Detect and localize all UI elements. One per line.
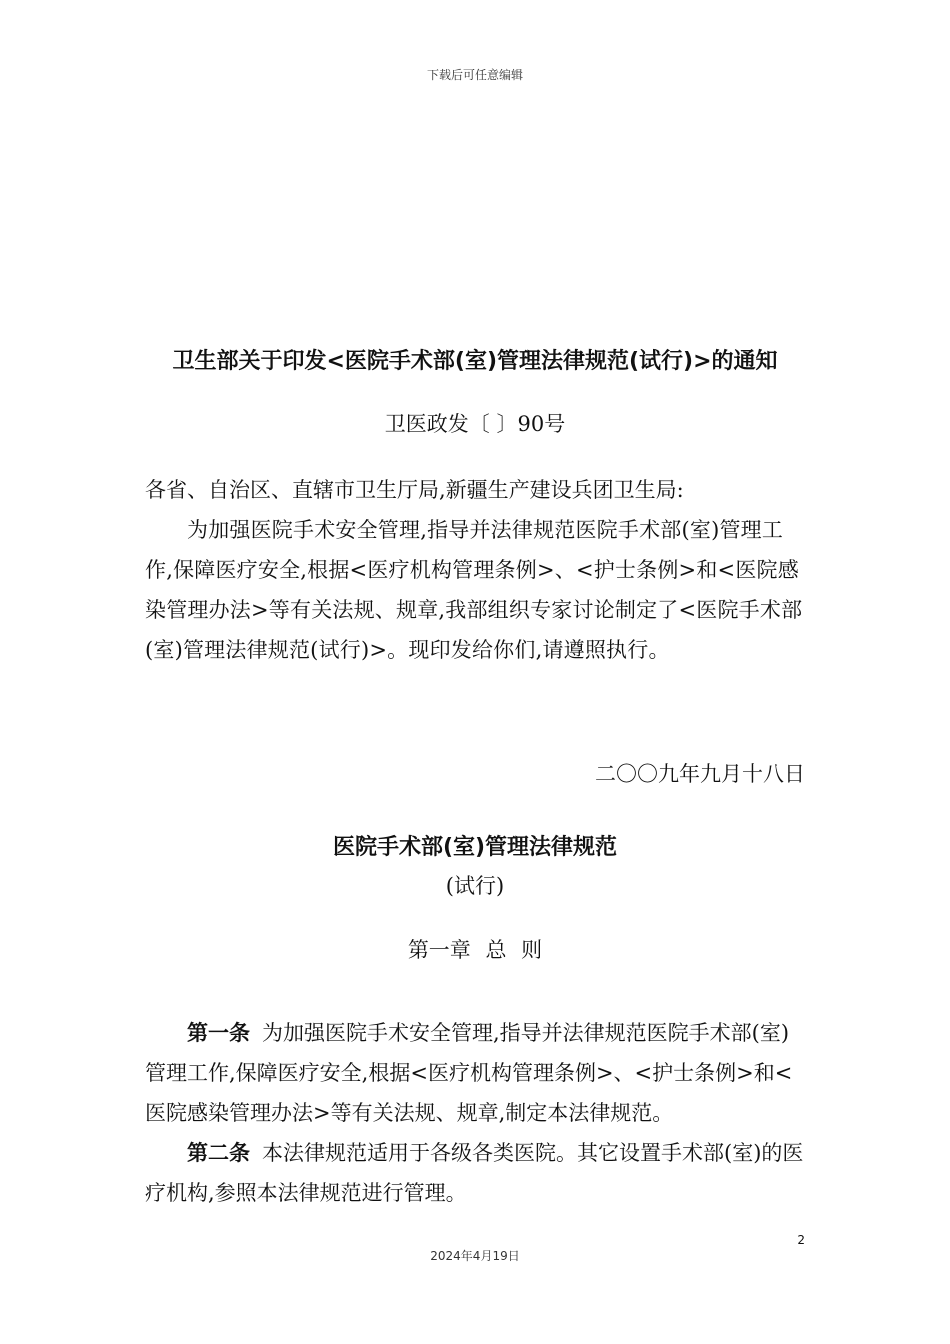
notice-body: 为加强医院手术安全管理,指导并法律规范医院手术部(室)管理工作,保障医疗安全,根据<医疗机构管理条例>、<护士条例>和<医院感染管理办法>等有关法规、规章,我部组织专家讨论制定了<医院手术部(室)管理法律规范(试行)>。现印发给你们,请遵照执行。 bbox=[145, 518, 803, 662]
salutation: 各省、自治区、直辖市卫生厅局,新疆生产建设兵团卫生局: bbox=[145, 478, 684, 502]
regulation-subtitle: (试行) bbox=[445, 874, 505, 898]
article-label: 第一条 bbox=[187, 1021, 250, 1045]
footer-date: 2024年4月19日 bbox=[430, 1249, 520, 1263]
page-number: 2 bbox=[797, 1233, 805, 1247]
article-text: 本法律规范适用于各级各类医院。其它设置手术部(室)的医疗机构,参照本法律规范进行管理。 bbox=[145, 1141, 804, 1205]
document-number: 卫医政发〔 〕90号 bbox=[384, 412, 566, 436]
notice-title: 卫生部关于印发<医院手术部(室)管理法律规范(试行)>的通知 bbox=[172, 349, 778, 374]
article-label: 第二条 bbox=[187, 1141, 250, 1165]
issue-date: 二〇〇九年九月十八日 bbox=[595, 762, 805, 786]
article-text: 为加强医院手术安全管理,指导并法律规范医院手术部(室)管理工作,保障医疗安全,根据<医疗机构管理条例>、<护士条例>和<医院感染管理办法>等有关法规、规章,制定本法律规范。 bbox=[145, 1021, 793, 1125]
article-1 bbox=[145, 1013, 807, 1133]
article-2 bbox=[145, 1133, 807, 1213]
page-header: 下载后可任意编辑 bbox=[426, 68, 523, 82]
regulation-title: 医院手术部(室)管理法律规范 bbox=[332, 835, 618, 860]
chapter-heading: 第一章 总 则 bbox=[407, 938, 543, 962]
